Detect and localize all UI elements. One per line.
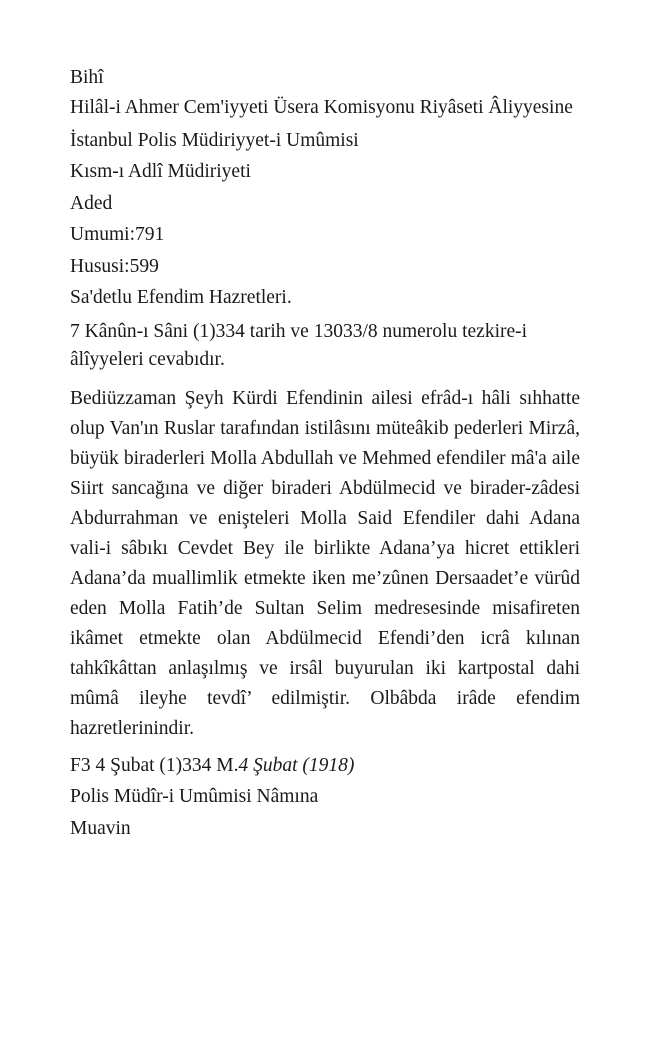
addressee-line: Hilâl-i Ahmer Cem'iyyeti Üsera Komisyonu Riyâseti Âliyyesine <box>70 96 573 118</box>
body-paragraph: Bediüzzaman Şeyh Kürdi Efendinin ailesi efrâd-ı hâli sıhhatte olup Van'ın Ruslar tarafından istilâsını müteâkib pederleri Mirzâ, büyük biraderleri Molla Abdullah ve Mehmed efendiler mâ'a aile Siirt sancağına ve diğer biraderi Abdülmecid ve birader-zâdesi Abdurrahman ve enişteleri Molla Said Efendiler dahi Adana vali-i sâbıkı Cevdet Bey ile birlikte Adana’ya hicret ettikleri Adana’da muallimlik etmekte iken me’zûnen Dersaadet’e vürûd eden Molla Fatih’de Sultan Selim medresesinde misafireten ikâmet etmekte olan Abdülmecid Efendi’den icrâ kılınan tahkîkâttan anlaşılmış ve irsâl buyurulan iki kartpostal dahi mûmâ ileyhe tevdî’ edilmiştir. Olbâbda irâde efendim hazretlerinindir. <box>70 387 580 739</box>
department-line: Kısm-ı Adlî Müdiriyeti <box>70 161 251 182</box>
general-number-line: Umumi:791 <box>70 224 165 245</box>
date-roman-part: F3 4 Şubat (1)334 M. <box>70 754 239 776</box>
signoff-block <box>70 750 580 845</box>
signature-role-line: Muavin <box>70 817 131 839</box>
date-line <box>70 750 580 782</box>
basmala-line: Bihî <box>70 67 104 88</box>
date-italic-part: 4 Şubat (1918) <box>238 754 355 776</box>
number-label-line: Aded <box>70 192 113 214</box>
salutation-line: Sa'detlu Efendim Hazretleri. <box>70 287 292 308</box>
signature-title-line: Polis Müdîr-i Umûmisi Nâmına <box>70 786 319 807</box>
reference-paragraph: 7 Kânûn-ı Sâni (1)334 tarih ve 13033/8 numerolu tezkire-i âlîyyeleri cevabıdır. <box>70 320 528 370</box>
issuing-office-line: İstanbul Polis Müdiriyyet-i Umûmisi <box>70 129 359 151</box>
document-text-block <box>70 62 580 844</box>
private-number-line: Hususi:599 <box>70 255 159 277</box>
